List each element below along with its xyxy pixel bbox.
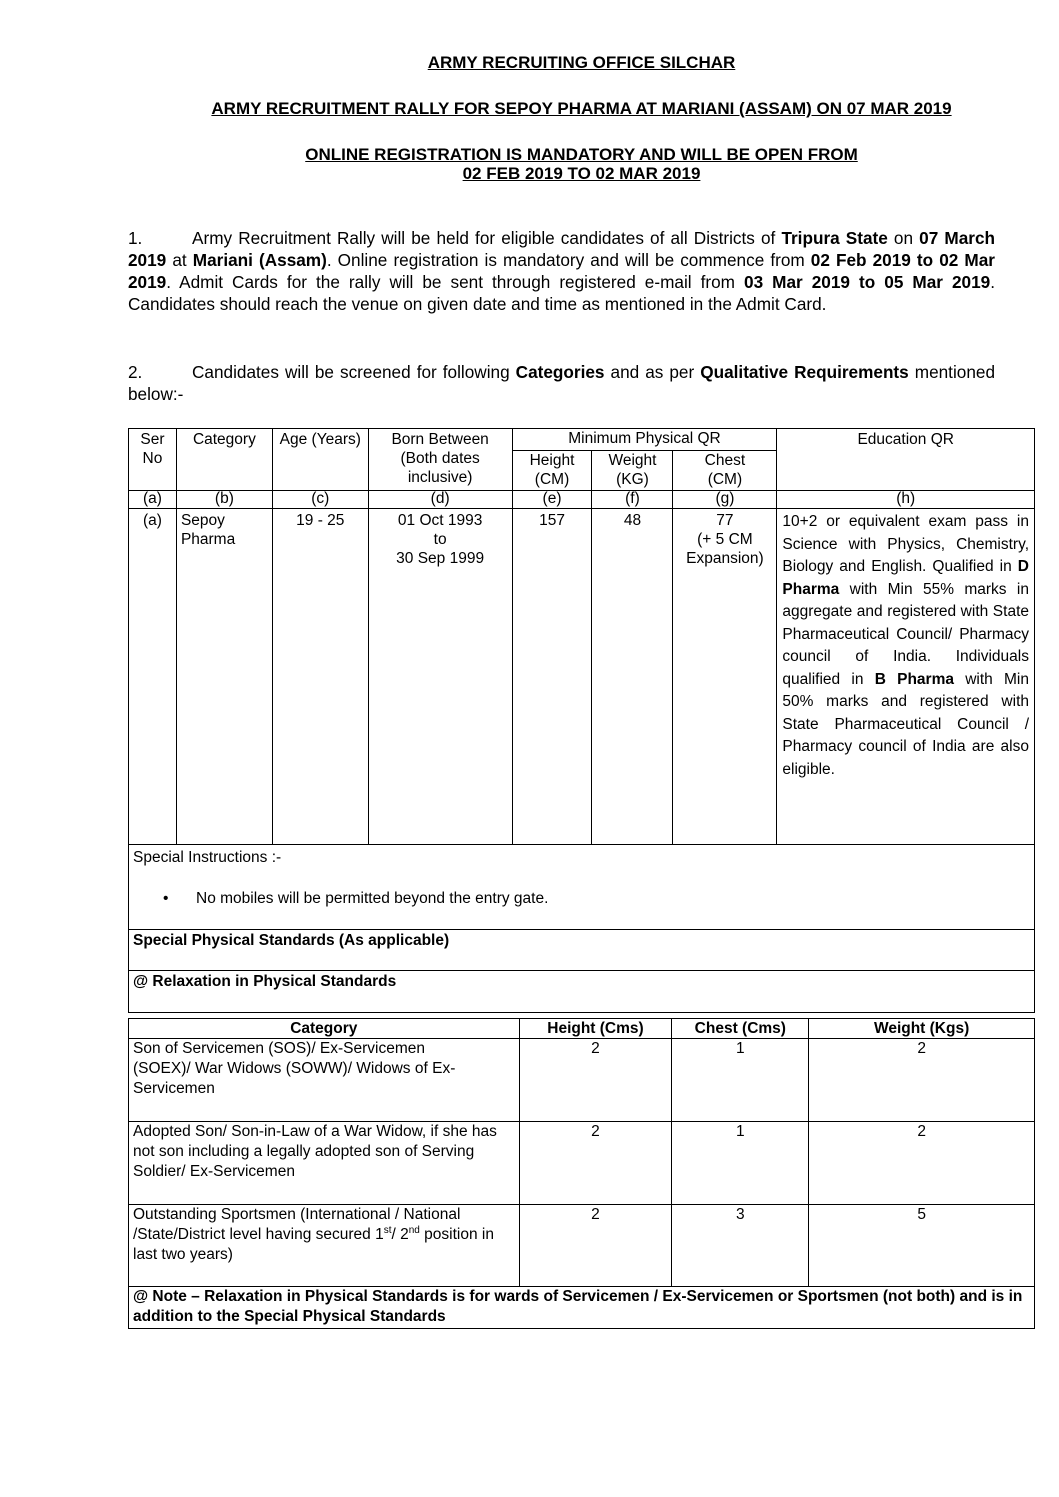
- list-item: • No mobiles will be permitted beyond the entry gate.: [163, 890, 549, 907]
- header-age: Age (Years): [272, 429, 368, 491]
- header-min-physical: Minimum Physical QR: [512, 429, 777, 451]
- relax-category: Adopted Son/ Son-in-Law of a War Widow, if she has not son including a legally adopted son of Serving Soldier/ Ex-Servicemen: [129, 1122, 520, 1205]
- header-education: Education QR: [777, 429, 1035, 491]
- paragraph-1: 1. Army Recruitment Rally will be held for eligible candidates of all Districts of Tripura State on 07 March 2019 at Mariani (Assam). Online registration is mandatory and will be commence from 02 Feb 2019 to 02 Mar 2019. Admit Cards for the rally will be sent through registered e-mail from 03 Mar 2019 to 05 Mar 2019. Candidates should reach the venue on given date and time as mentioned in the Admit Card.: [128, 228, 996, 314]
- table-row: [129, 1039, 1035, 1122]
- row-age: 19 - 25: [272, 509, 368, 845]
- relax-category: Outstanding Sportsmen (International / National /State/District level having secured 1st/ 2nd position in last two years): [129, 1205, 520, 1287]
- relax-header-weight: Weight (Kgs): [809, 1019, 1035, 1039]
- column-letter: (a): [129, 491, 177, 509]
- column-letter-row: [129, 491, 1035, 509]
- row-ser: (a): [129, 509, 177, 845]
- table-row: [129, 1122, 1035, 1205]
- relax-chest: 1: [672, 1122, 809, 1205]
- column-letter: (f): [592, 491, 673, 509]
- relax-height: 2: [519, 1122, 672, 1205]
- relax-height: 2: [519, 1039, 672, 1122]
- relax-weight: 5: [809, 1205, 1035, 1287]
- row-chest: 77 (+ 5 CM Expansion): [673, 509, 777, 845]
- relax-header-height: Height (Cms): [519, 1019, 672, 1039]
- relax-header-chest: Chest (Cms): [672, 1019, 809, 1039]
- relax-header-category: Category: [129, 1019, 520, 1039]
- header-category: Category: [176, 429, 272, 491]
- header-ser-no: Ser No: [129, 429, 177, 491]
- bullet-icon: •: [163, 890, 169, 907]
- special-physical-standards: Special Physical Standards (As applicable): [129, 930, 1035, 971]
- row-weight: 48: [592, 509, 673, 845]
- registration-heading-line2: 02 FEB 2019 TO 02 MAR 2019: [462, 164, 701, 183]
- relax-chest: 3: [672, 1205, 809, 1287]
- relax-category: Son of Servicemen (SOS)/ Ex-Servicemen (SOEX)/ War Widows (SOWW)/ Widows of Ex-Servicemen: [129, 1039, 520, 1122]
- registration-heading-line1: ONLINE REGISTRATION IS MANDATORY AND WILL BE OPEN FROM: [305, 145, 858, 164]
- header-born-between: Born Between (Both dates inclusive): [368, 429, 512, 491]
- row-education: 10+2 or equivalent exam pass in Science with Physics, Chemistry, Biology and English. Qualified in D Pharma with Min 55% marks in aggregate and registered with State Pharmaceutical Council/ Pharmacy council of India. Individuals qualified in B Pharma with Min 50% marks and registered with State Pharmaceutical Council / Pharmacy council of India are also eligible.: [777, 509, 1035, 845]
- header-height: Height (CM): [512, 451, 592, 491]
- special-instructions: [129, 845, 1035, 930]
- relax-chest: 1: [672, 1039, 809, 1122]
- paragraph-number: 1.: [128, 228, 143, 248]
- header-weight: Weight (KG): [592, 451, 673, 491]
- row-category: Sepoy Pharma: [176, 509, 272, 845]
- column-letter: (c): [272, 491, 368, 509]
- relax-weight: 2: [809, 1122, 1035, 1205]
- column-letter: (e): [512, 491, 592, 509]
- relax-height: 2: [519, 1205, 672, 1287]
- column-letter: (h): [777, 491, 1035, 509]
- row-height: 157: [512, 509, 592, 845]
- relaxation-table: [128, 1018, 1035, 1329]
- paragraph-number: 2.: [128, 362, 143, 382]
- table-row: [129, 509, 1035, 845]
- row-born-between: 01 Oct 1993 to 30 Sep 1999: [368, 509, 512, 845]
- header-chest: Chest (CM): [673, 451, 777, 491]
- relaxation-note: @ Note – Relaxation in Physical Standards is for wards of Servicemen / Ex-Servicemen or Sportsmen (not both) and is in addition to the Special Physical Standards: [129, 1287, 1035, 1329]
- office-heading: ARMY RECRUITING OFFICE SILCHAR: [427, 53, 736, 72]
- column-letter: (b): [176, 491, 272, 509]
- column-letter: (g): [673, 491, 777, 509]
- paragraph-2: 2. Candidates will be screened for following Categories and as per Qualitative Requirements mentioned below:-: [128, 362, 996, 404]
- special-instructions-label: Special Instructions :-: [133, 849, 282, 866]
- table-row: [129, 1205, 1035, 1287]
- relax-weight: 2: [809, 1039, 1035, 1122]
- rally-heading: ARMY RECRUITMENT RALLY FOR SEPOY PHARMA AT MARIANI (ASSAM) ON 07 MAR 2019: [211, 99, 952, 118]
- relaxation-title: @ Relaxation in Physical Standards: [129, 971, 1035, 1013]
- qr-table: [128, 428, 1035, 1013]
- column-letter: (d): [368, 491, 512, 509]
